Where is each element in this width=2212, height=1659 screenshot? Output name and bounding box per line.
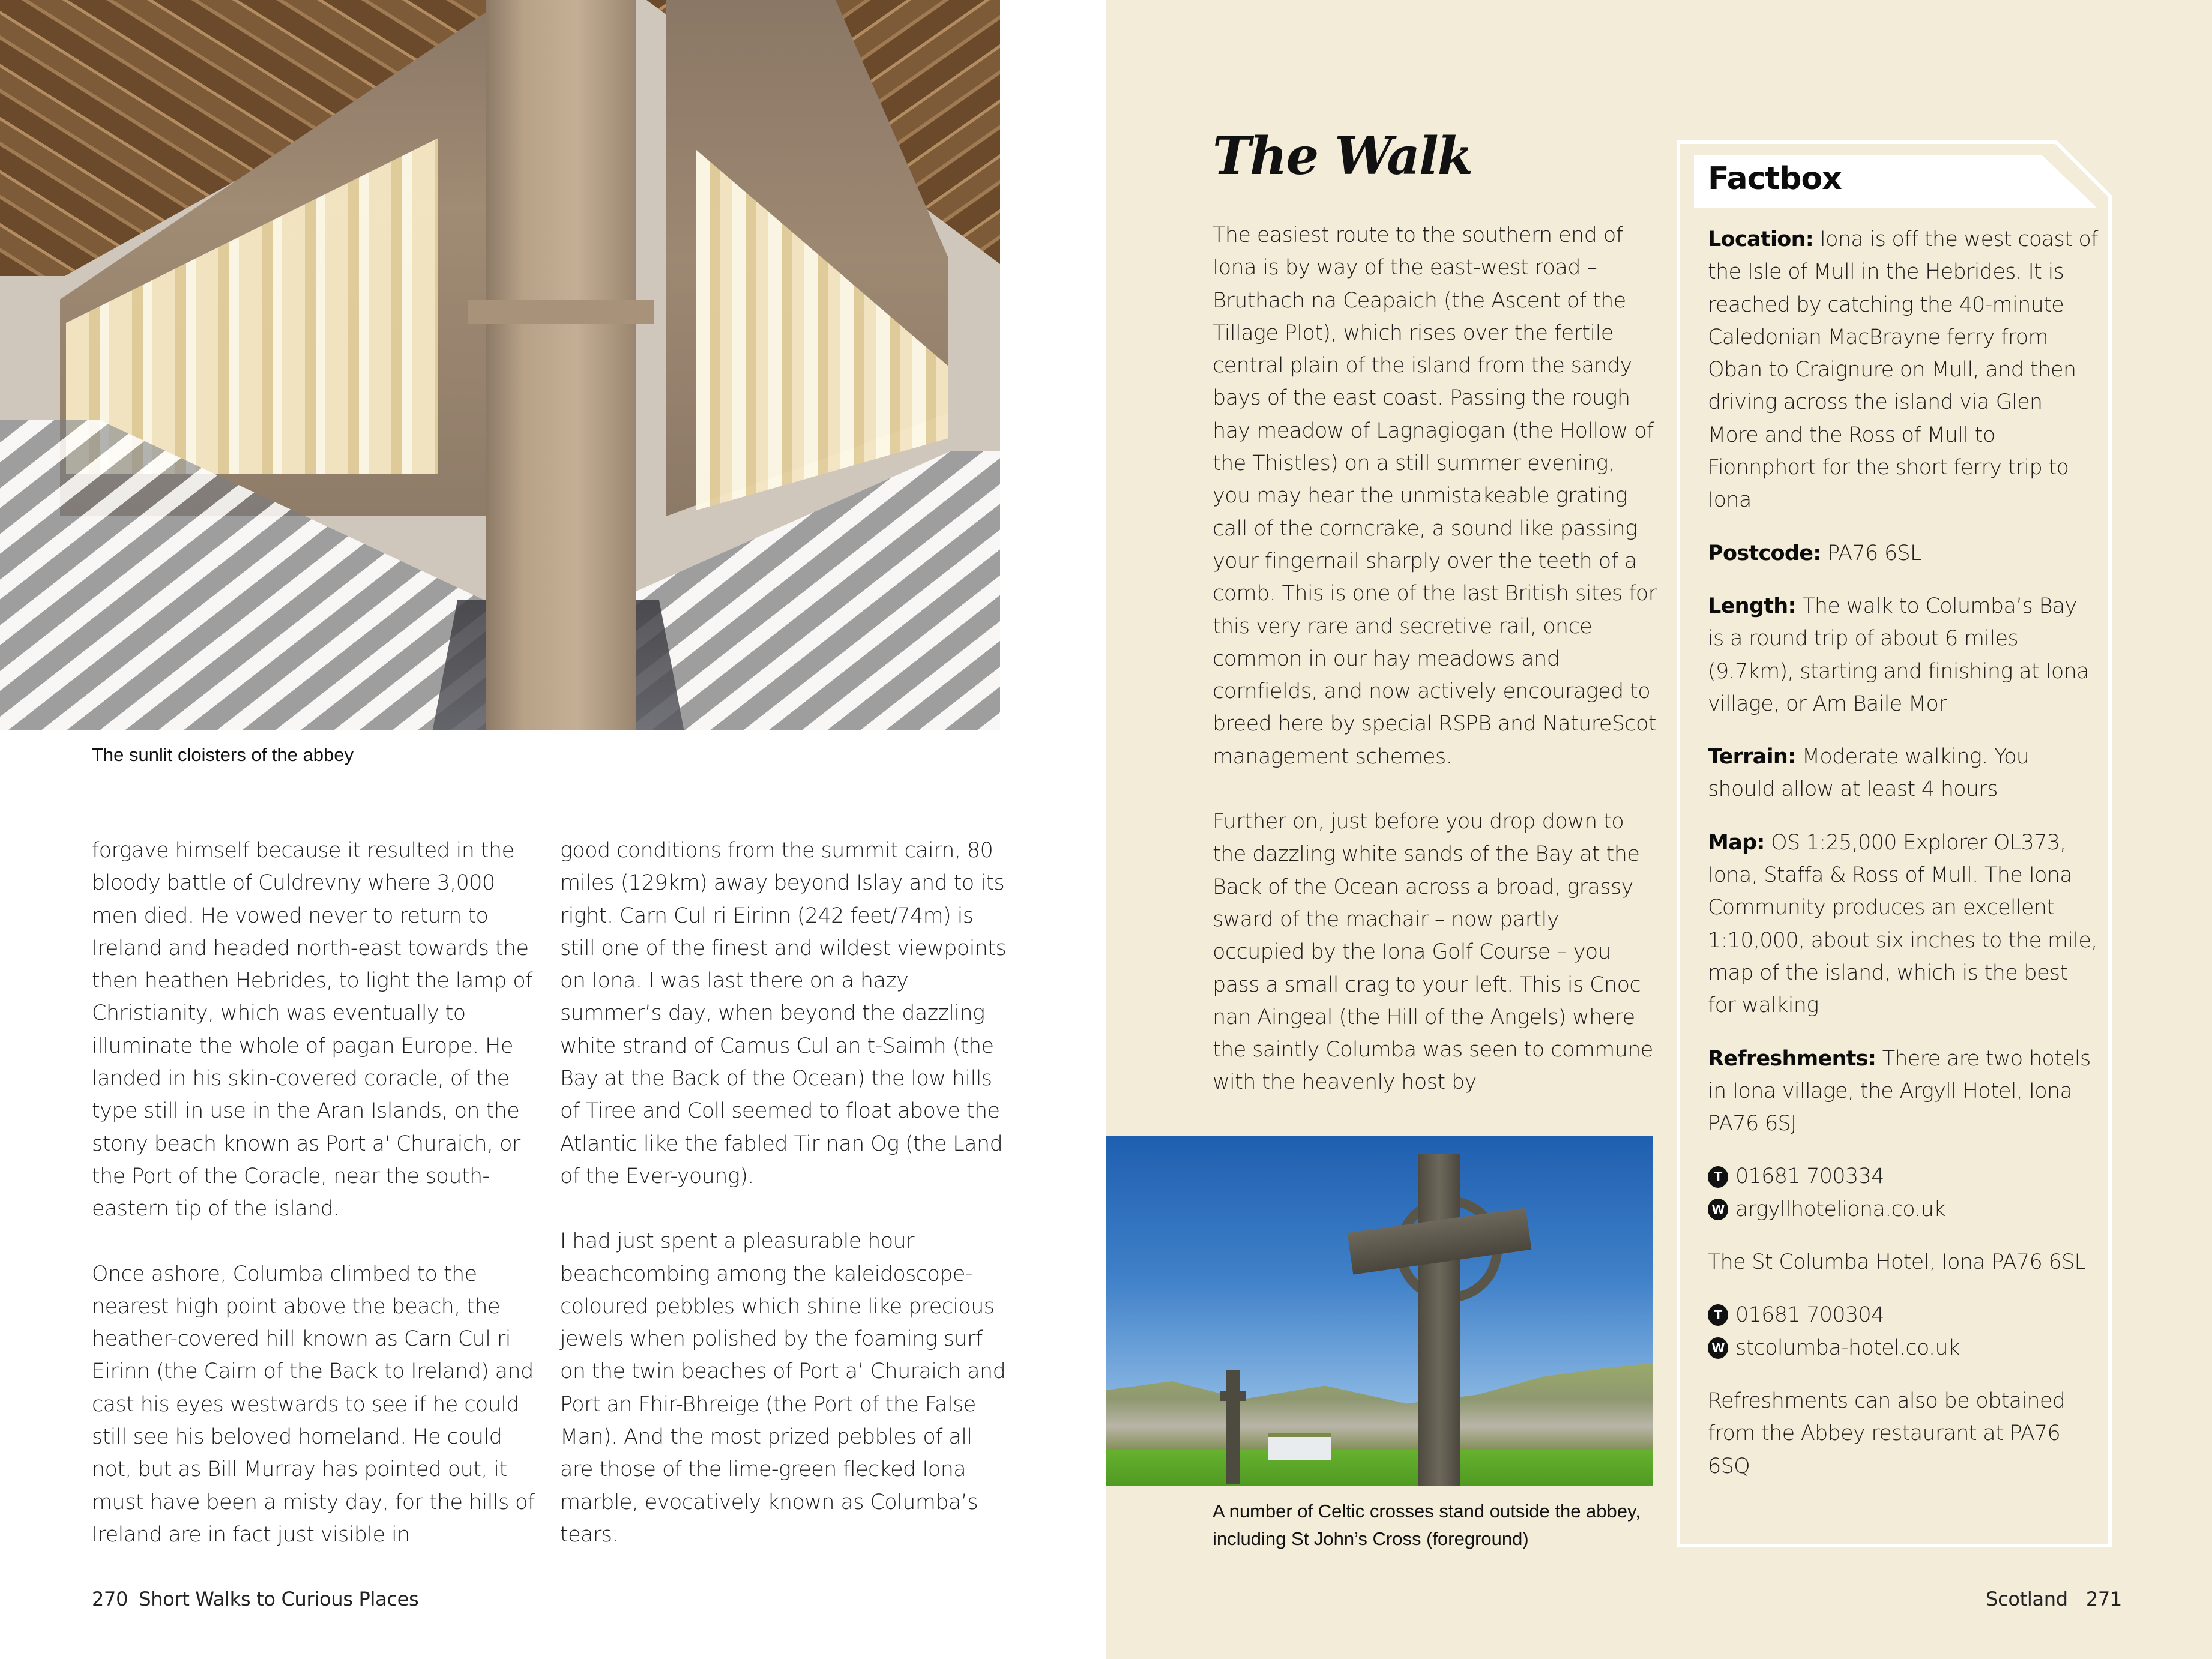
white-building <box>1268 1433 1331 1460</box>
factbox-terrain: Terrain: Moderate walking. You should allow at least 4 hours <box>1708 745 2030 802</box>
photo-caption: The sunlit cloisters of the abbey <box>92 744 354 765</box>
small-cross <box>1226 1370 1240 1484</box>
corner-pillar <box>486 0 636 730</box>
factbox-location: Location: Iona is off the west coast of the Isle of Mull in the Hebrides. It is reached by catching the 40-minute Caledonian MacBrayne ferry from Oban to Craignure on Mull, and then driving across the island via Glen More and the Ross of Mull to Fionnphort for the short ferry trip to Iona <box>1708 227 2098 513</box>
factbox-refreshments-extra: Refreshments can also be obtained from the Abbey restaurant at PA76 6SQ <box>1708 1388 2066 1478</box>
hotel2-website[interactable]: W stcolumba-hotel.co.uk <box>1708 1332 2098 1364</box>
photo-caption: A number of Celtic crosses stand outside the abbey, including St John’s Cross (foreground) <box>1213 1501 1641 1549</box>
page-number: 271 <box>2085 1588 2122 1610</box>
hotel1-website[interactable]: W argyllhoteliona.co.uk <box>1708 1193 2098 1226</box>
factbox-postcode: Postcode: PA76 6SL <box>1708 541 1921 565</box>
small-cross-arm <box>1220 1391 1246 1401</box>
section-title: The Walk <box>1213 126 1472 187</box>
factbox-title: Factbox <box>1708 161 1842 197</box>
hotel1-phone: T 01681 700334 <box>1708 1160 2098 1193</box>
factbox-length: Length: The walk to Columba’s Bay is a round trip of about 6 miles (9.7km), starting and finishing at Iona village, or Am Baile Mor <box>1708 594 2089 716</box>
cloister-photo <box>0 0 1000 730</box>
celtic-cross-photo <box>1106 1136 1653 1486</box>
factbox-refreshments: Refreshments: There are two hotels in Iona village, the Argyll Hotel, Iona PA76 6SJ <box>1708 1046 2091 1136</box>
page-footer-right <box>1986 1588 2122 1610</box>
rocky-hills <box>1106 1363 1653 1453</box>
factbox-body <box>1708 223 2098 1503</box>
telephone-icon: T <box>1708 1304 1728 1326</box>
paragraph: The easiest route to the southern end of Iona is by way of the east-west road – Bruthach na Ceapaich (the Ascent of the Tillage Plot), which rises over the fertile central plain of the island from the sandy bays of the east coast. Passing the rough hay meadow of Lagnagiogan (the Hollow of the Thistles) on a still summer evening, you may hear the unmistakeable grating call of the corncrake, a sound like passing your fingernail sharply over the teeth of a comb. This is one of the last British sites for this very rare and secretive rail, once common in our hay meadows and cornfields, and now actively encouraged to breed here by special RSPB and NatureScot management schemes. <box>1213 223 1657 769</box>
paragraph: I had just spent a pleasurable hour beachcombing among the kaleidoscope-coloured pebbles which shine like precious jewels when polished by the foaming surf on the twin beaches of Port a’ Churaich and Port an Fhir-Bhreige (the Port of the False Man). And the most prized pebbles of all are those of the lime-green flecked Iona marble, evocatively known as Columba’s tears. <box>560 1229 1006 1547</box>
hotel2-contacts <box>1708 1299 2098 1364</box>
walk-text-column <box>1213 219 1657 1131</box>
web-icon: W <box>1708 1337 1728 1359</box>
section-name: Scotland <box>1986 1588 2068 1610</box>
page-footer-left <box>92 1588 418 1610</box>
hotel2-phone: T 01681 700304 <box>1708 1299 2098 1331</box>
hotel2-name: The St Columba Hotel, Iona PA76 6SL <box>1708 1250 2086 1275</box>
paragraph: Further on, just before you drop down to the dazzling white sands of the Bay at the Back of the Ocean across a broad, grassy sward of the machair – now partly occupied by the Iona Golf Course – you pass a small crag to your left. This is Cnoc nan Aingeal (the Hill of the Angels) where the saintly Columba was seen to commune with the heavenly host by <box>1213 810 1653 1095</box>
telephone-icon: T <box>1708 1166 1728 1188</box>
web-icon: W <box>1708 1199 1728 1220</box>
paragraph: Once ashore, Columba climbed to the nearest high point above the beach, the heather-covered hill known as Carn Cul ri Eirinn (the Cairn of the Back to Ireland) and cast his eyes westwards to see if he could still see his beloved homeland. He could not, but as Bill Murray has pointed out, it must have been a misty day, for the hills of Ireland are in fact just visible in <box>92 1262 535 1547</box>
st-johns-cross <box>1418 1154 1460 1486</box>
paragraph: forgave himself because it resulted in the bloody battle of Culdrevny where 3,000 men died. He vowed never to return to Ireland and headed north-east towards the then heathen Hebrides, to light the lamp of Christianity, which was eventually to illuminate the whole of pagan Europe. He landed in his skin-covered coracle, of the type still in use in the Aran Islands, on the stony beach known as Port a' Churaich, or the Port of the Coracle, near the south-eastern tip of the island. <box>92 839 532 1221</box>
book-title: Short Walks to Curious Places <box>139 1588 419 1610</box>
factbox-map: Map: OS 1:25,000 Explorer OL373, Iona, Staffa & Ross of Mull. The Iona Community produces an excellent 1:10,000, about six inches to the mile, map of the island, which is the best for walking <box>1708 830 2097 1018</box>
body-column-1 <box>92 834 539 1583</box>
grass-lawn <box>1106 1450 1653 1486</box>
body-column-2 <box>560 834 1007 1583</box>
hotel1-contacts <box>1708 1160 2098 1226</box>
page-number: 270 <box>92 1588 128 1610</box>
paragraph: good conditions from the summit cairn, 80 miles (129km) away beyond Islay and to its right. Carn Cul ri Eirinn (242 feet/74m) is still one of the finest and wildest viewpoints on Iona. I was last there on a hazy summer’s day, when beyond the dazzling white strand of Camus Cul an t-Saimh (the Bay at the Back of the Ocean) the low hills of Tiree and Coll seemed to float above the Atlantic like the fabled Tir nan Og (the Land of the Ever-young). <box>560 839 1007 1188</box>
